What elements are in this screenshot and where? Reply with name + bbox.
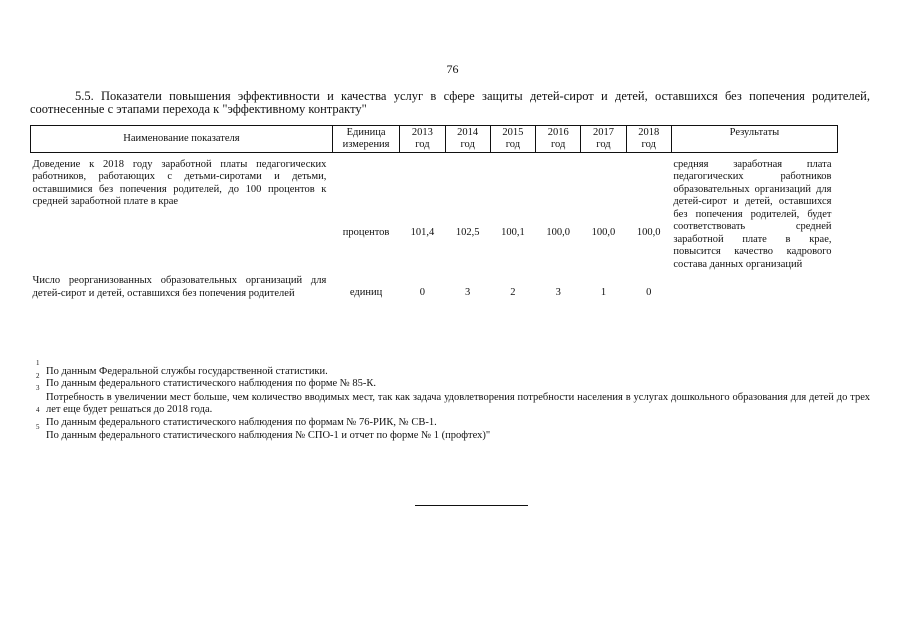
footnote-text: Потребность в увеличении мест больше, чем количество вводимых мест, так как задача удовлетворения потребности населения в услугах дошкольного образования для детей до трех лет еще будет решаться до 2018 года. [46, 392, 870, 415]
table-row [31, 159, 838, 272]
year-suffix: год [596, 139, 611, 150]
indicator-name: Число реорганизованных образовательных организаций для детей-сирот и детей, оставшихся без попечения родителей [32, 275, 327, 299]
results-cell [671, 275, 837, 300]
footnote-text: По данным федерального статистического наблюдения по форме № 85-К. [46, 378, 377, 389]
year-suffix: год [460, 139, 475, 150]
unit-cell: единиц [349, 287, 383, 298]
footnote-mark: 4 [36, 406, 40, 414]
footnote [30, 392, 870, 416]
col-header-2014 [445, 126, 490, 153]
col-header-name: Наименование показателя [31, 126, 333, 153]
page-number: 76 [446, 62, 459, 76]
footnote-text: По данным федерального статистического наблюдения по формам № 76-РИК, № СВ-1. [46, 417, 437, 428]
table-row [31, 275, 838, 300]
footnote-text: По данным Федеральной службы государственной статистики. [46, 366, 328, 377]
year-label: 2017 [592, 127, 614, 138]
col-header-2015 [490, 126, 535, 153]
indicator-name: Доведение к 2018 году заработной платы педагогических работников, работающих с детьми-сиротами и детьми, оставшимися без попечения родителей, до 100 процентов к средней заработной плате в крае [32, 158, 327, 207]
footnote-text: По данным федерального статистического наблюдения № СПО-1 и отчет по форме № 1 (профтех)" [46, 430, 491, 441]
year-label: 2013 [411, 127, 433, 138]
col-header-unit [332, 126, 399, 153]
footnote-mark: 3 [36, 384, 40, 392]
year-label: 2014 [457, 127, 479, 138]
value-2015: 2 [510, 287, 516, 298]
footnote-mark: 5 [36, 423, 40, 431]
value-2018: 0 [646, 287, 652, 298]
value-2017: 1 [600, 287, 607, 298]
unit-cell: процентов [342, 226, 390, 238]
year-suffix: год [641, 139, 656, 150]
table-header-row [31, 126, 838, 153]
value-2014: 3 [465, 287, 471, 298]
col-header-unit-line1: Единица [346, 127, 386, 138]
footnote-mark: 1 [36, 359, 40, 367]
year-label: 2015 [502, 127, 524, 138]
value-2013: 101,4 [410, 226, 435, 238]
footnote [30, 366, 870, 378]
year-label: 2016 [547, 127, 569, 138]
section-heading: 5.5. Показатели повышения эффективности и качества услуг в сфере защиты детей-сирот и детей, оставшихся без попечения родителей, соотнесенные с этапами перехода к "эффективному контракту" [30, 89, 870, 116]
col-header-2013 [400, 126, 445, 153]
value-2016: 100,0 [546, 226, 570, 238]
year-suffix: год [505, 139, 521, 150]
footnote [30, 378, 870, 390]
value-2014: 102,5 [455, 226, 480, 238]
year-label: 2018 [638, 127, 660, 138]
footnote [30, 430, 870, 442]
year-suffix: год [551, 139, 566, 150]
end-divider [415, 505, 528, 506]
indicators-table [30, 125, 838, 300]
value-2015: 100,1 [501, 226, 525, 238]
footnote-mark: 2 [36, 372, 40, 380]
year-suffix: год [415, 139, 430, 150]
col-header-2017 [581, 126, 626, 153]
value-2013: 0 [419, 287, 426, 298]
col-header-2018 [626, 126, 671, 153]
col-header-unit-line2: измерения [342, 139, 390, 150]
results-cell: средняя заработная плата педагогических работников образовательных организаций для детей-сирот и детей, оставшихся без попечения родителей, будет соответствовать средней заработной плате в крае, повысится качество кадрового состава данных организаций [673, 158, 832, 270]
col-header-results: Результаты [671, 126, 837, 153]
footnote [30, 417, 870, 429]
value-2016: 3 [555, 287, 561, 298]
value-2017: 100,0 [591, 226, 616, 238]
col-header-2016 [536, 126, 581, 153]
value-2018: 100,0 [636, 226, 661, 238]
